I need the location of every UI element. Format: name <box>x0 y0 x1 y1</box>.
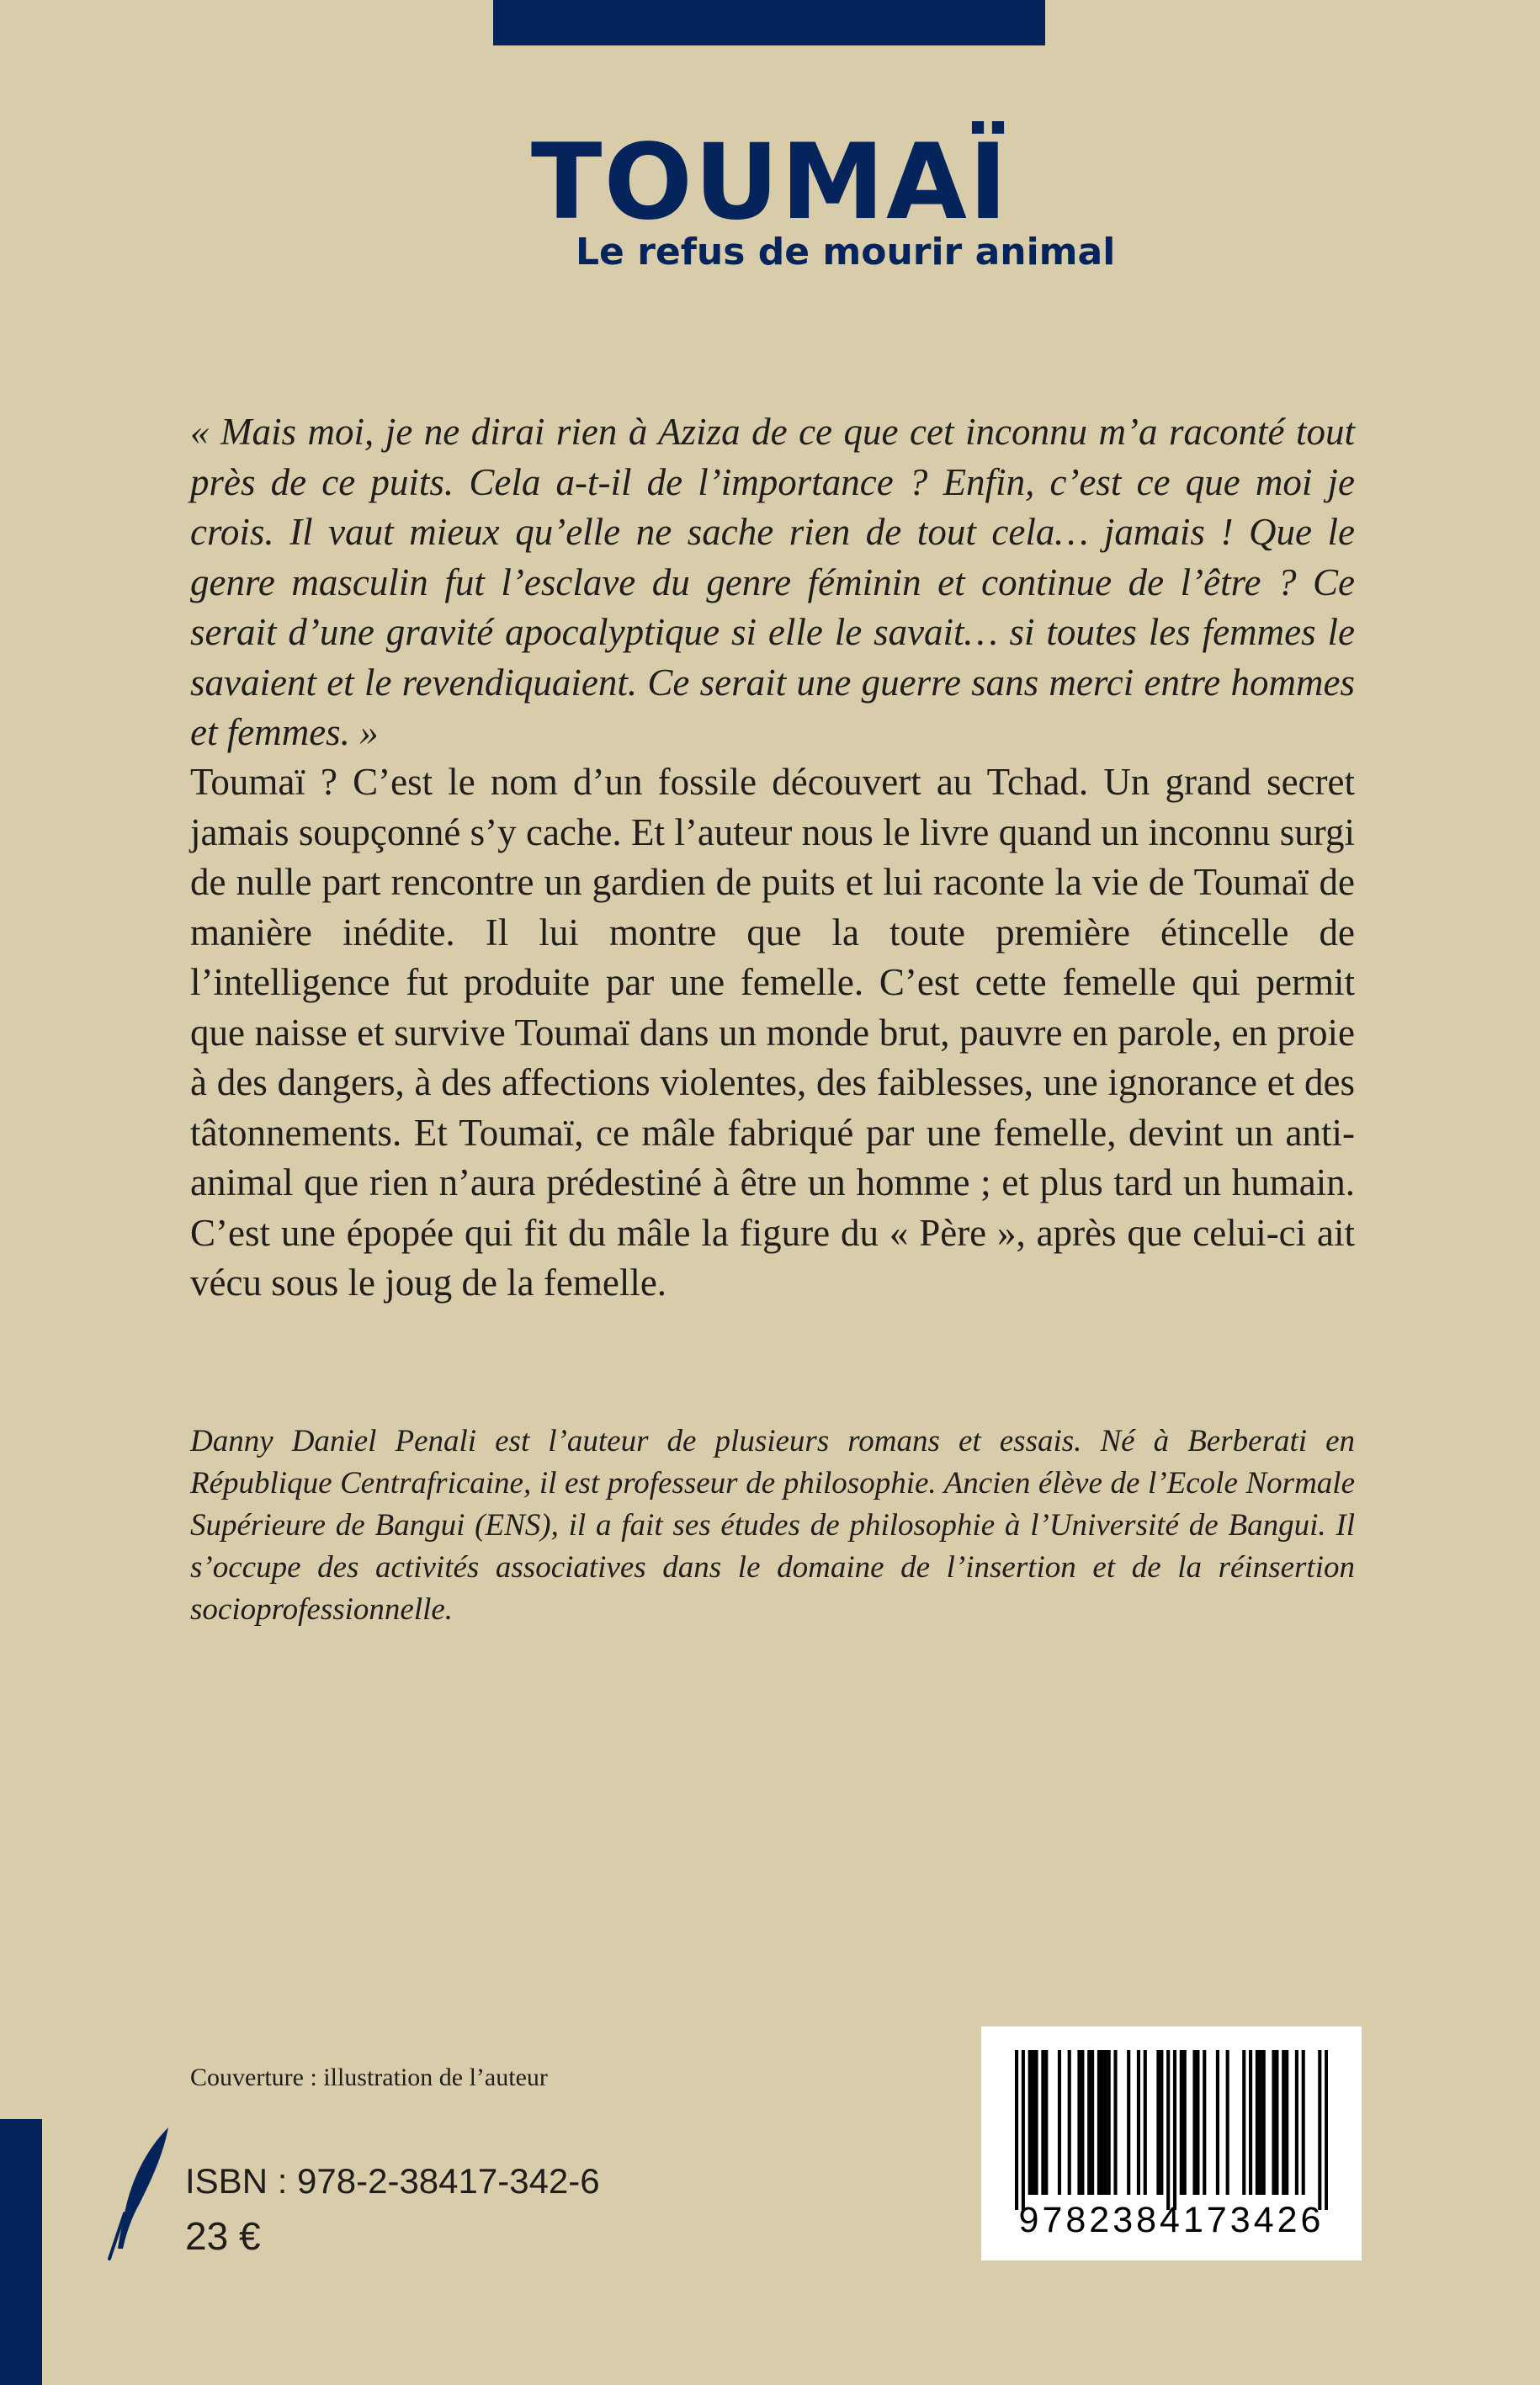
barcode <box>981 2026 1362 2260</box>
barcode-bar <box>1325 2050 1328 2210</box>
barcode-bar <box>1091 2050 1094 2195</box>
top-color-bar <box>493 0 1045 45</box>
barcode-bar <box>1262 2050 1266 2195</box>
excerpt-quote: « Mais moi, je ne dirai rien à Aziza de ce que cet inconnu m’a raconté tout près de ce puits. Cela a-t-il de l’importance ? Enfin, c’est ce que moi je crois. Il vaut mieux qu’elle ne sache rien de tout cela… jamais ! Que le genre masculin fut l’esclave du genre féminin et continue de l’être ? Ce serait d’une gravité apocalyptique si elle le savait… si toutes les femmes le savaient et le revendiquaient. Ce serait une guerre sans merci entre hommes et femmes. » <box>190 411 1355 753</box>
author-bio: Danny Daniel Penali est l’auteur de plusieurs romans et essais. Né à Berberati en République Centrafricaine, il est professeur de philosophie. Ancien élève de l’Ecole Normale Supérieure de Bangui (ENS), il a fait ses études de philosophie à l’Université de Bangui. Il s’occupe des activités associatives dans le domaine de l’insertion et de la réinsertion socioprofessionnelle. <box>190 1424 1355 1627</box>
barcode-bar <box>1032 2050 1035 2195</box>
barcode-bar <box>1097 2050 1101 2195</box>
barcode-bar <box>1285 2050 1288 2195</box>
cover-credit: Couverture : illustration de l’auteur <box>190 2064 548 2091</box>
barcode-bar <box>1166 2050 1170 2210</box>
barcode-bar <box>1249 2050 1252 2195</box>
barcode-bar <box>1137 2050 1140 2195</box>
barcode-bar <box>1041 2050 1044 2195</box>
barcode-bar <box>1015 2050 1018 2210</box>
barcode-number: 9782384173426 <box>1018 2200 1325 2240</box>
barcode-bar <box>1034 2050 1038 2195</box>
barcode-bar <box>1077 2050 1081 2195</box>
barcode-bar <box>1028 2050 1032 2195</box>
barcode-bar <box>1282 2050 1285 2195</box>
barcode-bar <box>1044 2050 1048 2195</box>
barcode-bar <box>1160 2050 1163 2195</box>
barcode-bar <box>1242 2050 1245 2195</box>
barcode-bar <box>1196 2050 1199 2195</box>
barcode-bar <box>1127 2050 1130 2195</box>
barcode-bar <box>1180 2050 1183 2195</box>
barcode-bar <box>1087 2050 1091 2195</box>
isbn-text: ISBN : 978-2-38417-342-6 <box>185 2161 600 2201</box>
barcode-bar <box>1101 2050 1104 2195</box>
barcode-bar <box>1318 2050 1321 2210</box>
barcode-bar <box>1058 2050 1061 2195</box>
book-subtitle: Le refus de mourir animal <box>576 231 1116 274</box>
barcode-bar <box>1156 2050 1160 2195</box>
barcode-bar <box>1104 2050 1107 2195</box>
feather-icon <box>106 2126 170 2260</box>
bottom-left-color-bar <box>0 2119 42 2385</box>
barcode-bar <box>1226 2050 1229 2195</box>
barcode-bar <box>1216 2050 1219 2195</box>
barcode-bar <box>1275 2050 1278 2195</box>
barcode-bar <box>1256 2050 1259 2195</box>
barcode-bar <box>1068 2050 1071 2195</box>
barcode-bars <box>1015 2050 1328 2210</box>
barcode-bar <box>1173 2050 1176 2210</box>
barcode-bar <box>1259 2050 1262 2195</box>
barcode-bar <box>1183 2050 1187 2195</box>
barcode-bar <box>1295 2050 1298 2195</box>
barcode-bar <box>1144 2050 1147 2195</box>
book-title: TOUMAÏ <box>530 122 1010 243</box>
barcode-bar <box>1203 2050 1206 2195</box>
barcode-bar <box>1113 2050 1117 2195</box>
barcode-bar <box>1022 2050 1025 2210</box>
barcode-bar <box>1107 2050 1111 2195</box>
barcode-bar <box>1272 2050 1275 2195</box>
barcode-bar <box>1081 2050 1084 2195</box>
price-text: 23 € <box>185 2214 261 2258</box>
book-summary: Toumaï ? C’est le nom d’un fossile découvert au Tchad. Un grand secret jamais soupçonné s’y cache. Et l’auteur nous le livre quand un inconnu surgi de nulle part rencontre un gardien de puits et lui raconte la vie de Toumaï de manière inédite. Il lui montre que la toute première étincelle de l’intelligence fut produite par une femelle. C’est cette femelle qui permit que naisse et survive Toumaï dans un monde brut, pauvre en parole, en proie à des dangers, à des affections violentes, des faiblesses, une ignorance et des tâtonnements. Et Toumaï, ce mâle fabriqué par une femelle, devint un anti-animal que rien n’aura prédestiné à être un homme ; et plus tard un humain. C’est une épopée qui fit du mâle la figure du « Père », après que celui-ci ait vécu sous le joug de la femelle. <box>190 761 1355 1304</box>
barcode-bar <box>1192 2050 1196 2195</box>
barcode-bar <box>1302 2050 1305 2195</box>
